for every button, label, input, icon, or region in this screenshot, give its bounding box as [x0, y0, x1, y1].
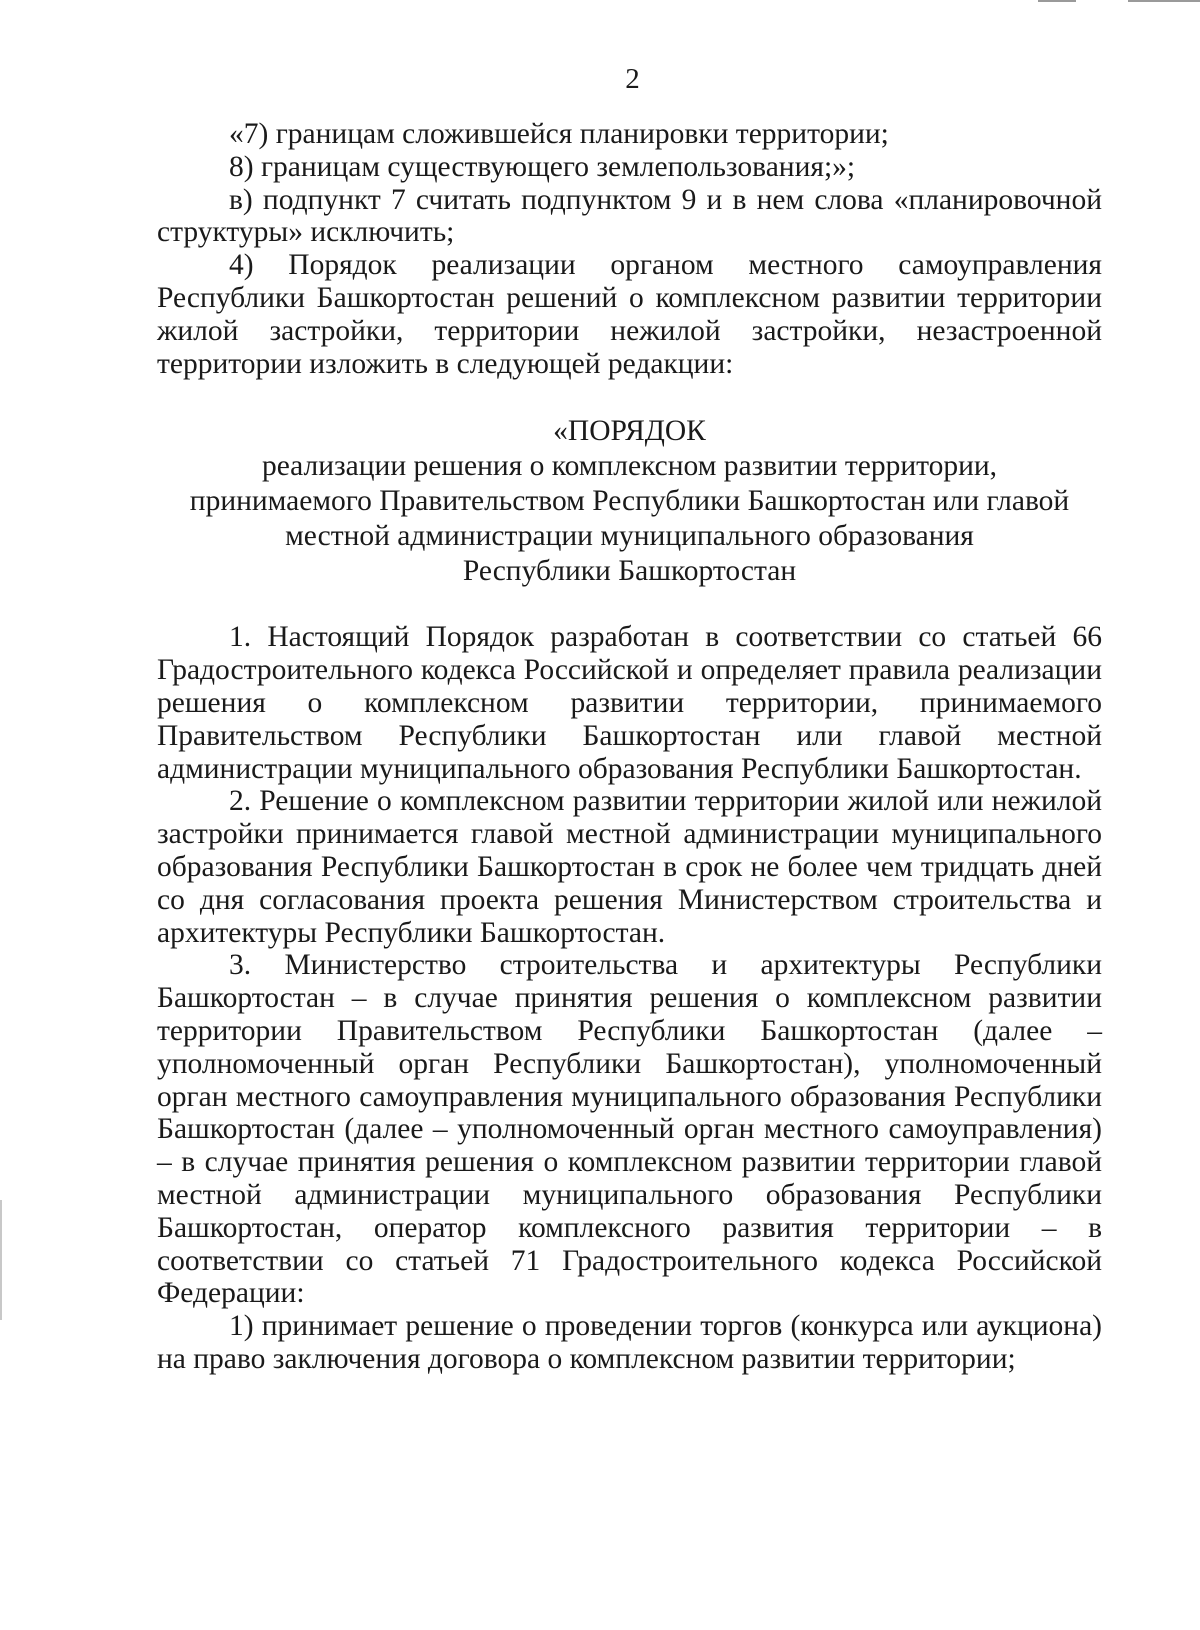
- scan-artifact: [1128, 0, 1200, 2]
- paragraph: 2. Решение о комплексном развитии территории жилой или нежилой застройки принимается главой местной администрации муниципального образования Республики Башкортостан в срок не более чем тридцать дней со дня согласования проекта решения Министерством строительства и архитектуры Республики Башкортостан.: [157, 785, 1102, 949]
- paragraph: «7) границам сложившейся планировки территории;: [229, 118, 889, 150]
- paragraph: 4) Порядок реализации органом местного самоуправления Республики Башкортостан решений о комплексном развитии территории жилой застройки, территории нежилой застройки, незастроенной территории изложить в следующей редакции:: [157, 249, 1102, 380]
- heading-title: «ПОРЯДОК: [553, 415, 706, 448]
- heading-line: местной администрации муниципального образования: [285, 520, 974, 553]
- heading-line: реализации решения о комплексном развитии территории,: [261, 450, 998, 483]
- heading-line: принимаемого Правительством Республики Башкортостан или главой: [189, 485, 1070, 518]
- heading-line: Республики Башкортостан: [462, 555, 797, 588]
- paragraph: 1. Настоящий Порядок разработан в соответствии со статьей 66 Градостроительного кодекса Российской и определяет правила реализации решения о комплексном развитии территории, принимаемого Правительством Республики Башкортостан или главой местной администрации муниципального образования Республики Башкортостан.: [157, 621, 1102, 785]
- paragraph: 3. Министерство строительства и архитектуры Республики Башкортостан – в случае принятия решения о комплексном развитии территории Правительством Республики Башкортостан (далее – уполномоченный орган Республики Башкортостан), уполномоченный орган местного самоуправления муниципального образования Республики Башкортостан (далее – уполномоченный орган местного самоуправления) – в случае принятия решения о комплексном развитии территории главой местной администрации муниципального образования Республики Башкортостан, оператор комплексного развития территории – в соответствии со статьей 71 Градостроительного кодекса Российской Федерации:: [157, 949, 1102, 1310]
- paragraph: 8) границам существующего землепользования;»;: [229, 150, 856, 183]
- paragraph: 1) принимает решение о проведении торгов (конкурса или аукциона) на право заключения договора о комплексном развитии территории;: [157, 1310, 1102, 1375]
- scan-artifact: [0, 1200, 2, 1320]
- section-heading: [157, 414, 1102, 589]
- page-number: 2: [625, 63, 640, 95]
- scan-artifact: [1038, 0, 1076, 2]
- paragraph: в) подпункт 7 считать подпунктом 9 и в нем слова «планировочной структуры» исключить;: [157, 183, 1102, 249]
- document-body: [157, 118, 1102, 1376]
